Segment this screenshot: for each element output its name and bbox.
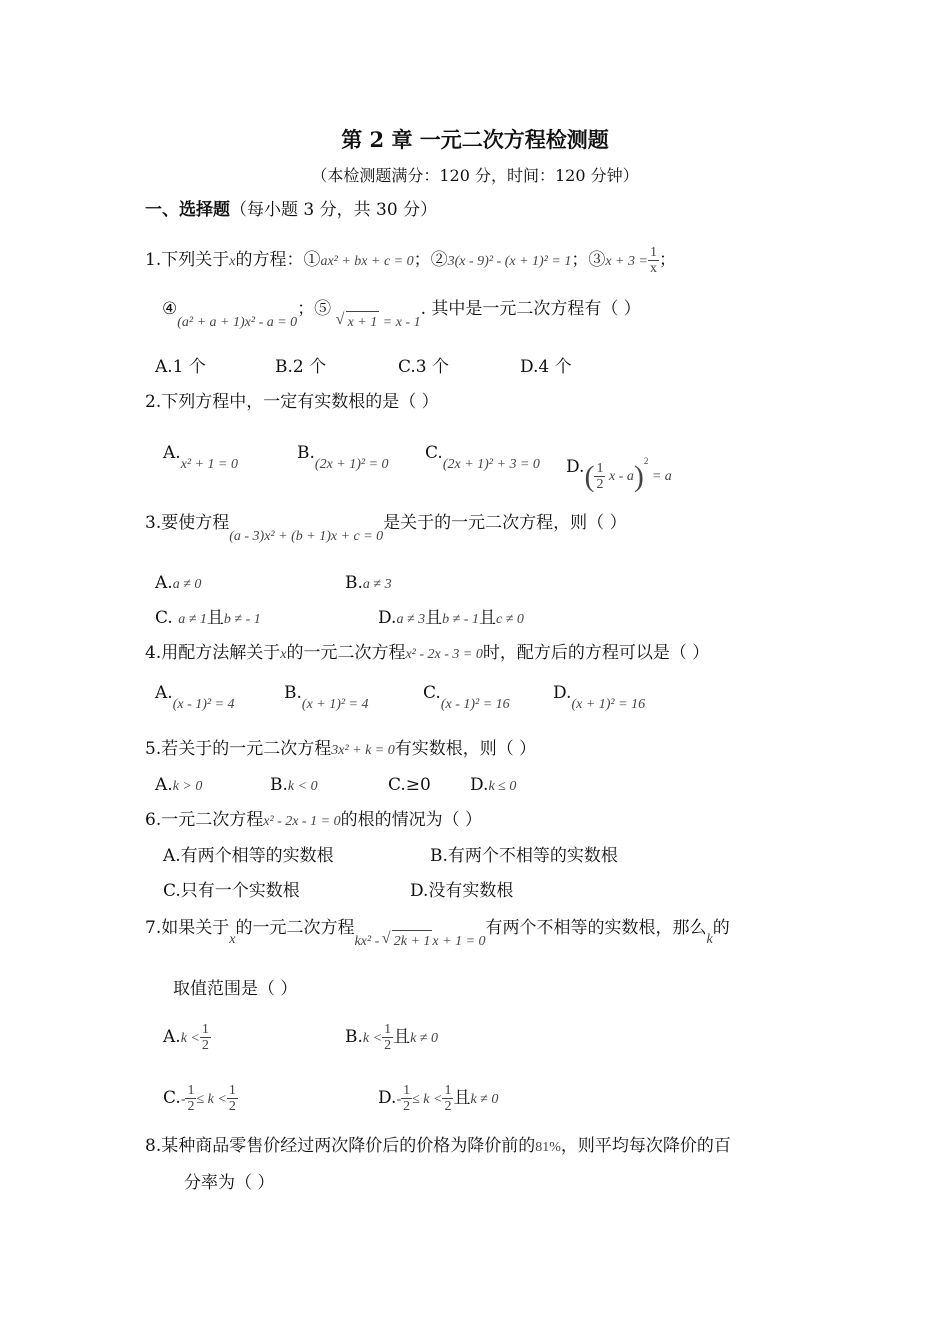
q6-option-b[interactable]: B.有两个不相等的实数根 (430, 846, 618, 866)
q4-mid: 的一元二次方程 (286, 643, 406, 663)
q7-c-num-1: 1 (187, 1083, 195, 1098)
q1-var: x (229, 254, 236, 269)
q3-option-c[interactable] (155, 607, 261, 631)
q3-b-eq: a ≠ 3 (362, 577, 392, 592)
question-4 (145, 642, 709, 666)
q2-d-rparen: ) (633, 459, 644, 493)
q1-option-c[interactable]: C.3 个 (398, 357, 450, 377)
q3-d-label: D. (378, 608, 397, 628)
q3-c-label: C. (155, 608, 173, 628)
q7-b-num: 1 (384, 1022, 392, 1037)
q2-b-eq: (2x + 1)² = 0 (314, 457, 389, 472)
q2-d-label: D. (566, 457, 585, 477)
q1-option-d[interactable]: D.4 个 (520, 357, 572, 377)
q1-option-a[interactable]: A.1 个 (155, 357, 206, 377)
q7-d-num-2: 1 (444, 1083, 452, 1098)
q7-d-den-2: 2 (444, 1099, 452, 1114)
q5-a-eq: k > 0 (172, 779, 203, 794)
q2-a-eq: x² + 1 = 0 (180, 457, 238, 472)
q8-percent: 81% (535, 1140, 561, 1155)
question-8-line-1 (145, 1135, 731, 1159)
q7-a-num: 1 (201, 1022, 209, 1037)
q3-d-eq3: c ≠ 0 (495, 612, 524, 627)
q1-eq3-fraction (648, 245, 659, 276)
q7-c-mid: ≤ k < (196, 1092, 227, 1107)
page-title: 第 2 章 一元二次方程检测题 (341, 127, 609, 152)
q2-option-c[interactable] (425, 442, 540, 472)
q3-option-d[interactable] (378, 607, 524, 631)
section-heading (145, 199, 437, 221)
q2-option-a[interactable] (163, 442, 238, 472)
q3-c-and: 且 (206, 608, 224, 628)
q7-option-c[interactable] (163, 1083, 238, 1114)
q7-var: x (229, 932, 236, 947)
q3-a-eq: a ≠ 0 (172, 577, 202, 592)
q7-c-fraction-1 (185, 1083, 196, 1114)
q4-b-eq: (x + 1)² = 4 (301, 697, 369, 712)
q5-tail: 有实数根，则（ ） (394, 739, 537, 759)
q6-lead: 6.一元二次方程 (145, 810, 264, 830)
q4-option-c[interactable] (423, 682, 510, 712)
q7-b-fraction (382, 1022, 393, 1053)
q1-option-b[interactable]: B.2 个 (275, 357, 327, 377)
q3-c-eq1: a ≠ 1 (178, 612, 207, 627)
q5-a-label: A. (155, 775, 173, 795)
q3-tail: 是关于的一元二次方程，则（ ） (383, 513, 627, 533)
q2-c-label: C. (425, 443, 443, 463)
q7-b-and: 且 (393, 1027, 411, 1047)
q2-b-label: B. (297, 443, 315, 463)
q7-b-rhs: k ≠ 0 (410, 1031, 438, 1046)
q4-option-b[interactable] (284, 682, 369, 712)
q4-d-label: D. (553, 683, 572, 703)
q5-option-a[interactable] (155, 774, 202, 798)
q7-var2: k (706, 932, 713, 947)
q7-option-d[interactable] (378, 1083, 498, 1114)
q2-d-inner: x - a (608, 469, 634, 484)
q2-c-eq: (2x + 1)² + 3 = 0 (442, 457, 540, 472)
q7-a-label: A. (163, 1027, 181, 1047)
q3-c-eq2: b ≠ - 1 (223, 612, 261, 627)
q2-option-d[interactable] (566, 442, 672, 493)
q1-sep2: ；② (413, 250, 448, 270)
q1-eq1: ax² + bx + c = 0 (320, 254, 414, 269)
q3-d-and1: 且 (425, 608, 443, 628)
q4-option-d[interactable] (553, 682, 646, 712)
q6-option-c[interactable]: C.只有一个实数根 (163, 881, 300, 901)
question-5 (145, 738, 536, 762)
q7-b-label: B. (345, 1027, 363, 1047)
q5-option-c[interactable]: C.≥0 (388, 775, 431, 795)
q3-a-label: A. (155, 573, 173, 593)
q2-d-num: 1 (596, 461, 604, 477)
q2-d-lparen: ( (584, 459, 595, 493)
q5-option-d[interactable] (470, 774, 516, 798)
q3-d-and2: 且 (478, 608, 496, 628)
q7-d-den-1: 2 (403, 1099, 411, 1114)
q7-c-fraction-2 (227, 1083, 238, 1114)
q1-eq5-radical: √ x + 1 (346, 311, 380, 334)
q7-a-den: 2 (201, 1038, 209, 1053)
q7-option-a[interactable] (163, 1022, 211, 1053)
q1-eq3-den: x (649, 261, 657, 276)
q7-d-label: D. (378, 1088, 397, 1108)
q1-eq3-left: x + 3 = (605, 254, 648, 269)
q8-tail: ，则平均每次降价的百 (560, 1136, 731, 1156)
question-6 (145, 809, 482, 833)
q4-lead: 4.用配方法解关于 (145, 643, 281, 663)
q6-eq: x² - 2x - 1 = 0 (263, 814, 341, 829)
q4-d-eq: (x + 1)² = 16 (571, 697, 646, 712)
q1-eq4: (a² + a + 1)x² - a = 0 (177, 315, 298, 330)
question-2: 2.下列方程中，一定有实数根的是（ ） (145, 392, 439, 412)
q7-b-lhs: k < (362, 1031, 383, 1046)
q7-d-num-1: 1 (403, 1083, 411, 1098)
q3-d-eq1: a ≠ 3 (396, 612, 426, 627)
q7-d-and: 且 (453, 1088, 471, 1108)
q4-eq: x² - 2x - 3 = 0 (405, 647, 483, 662)
q7-d-fraction-2 (442, 1083, 453, 1114)
q7-end: 的 (712, 918, 730, 938)
q5-option-b[interactable] (270, 774, 318, 798)
q1-eq5-rest: = x - 1 (382, 315, 421, 330)
question-3 (145, 512, 627, 544)
question-7-line-2: 取值范围是（ ） (173, 979, 298, 999)
q8-lead: 8.某种商品零售价经过两次降价后的价格为降价前的 (145, 1136, 536, 1156)
q7-d-minus: - (396, 1092, 402, 1107)
section-heading-note: （每小题 3 分，共 30 分） (230, 200, 438, 220)
q7-c-den-2: 2 (228, 1099, 236, 1114)
q4-option-a[interactable] (155, 682, 235, 712)
q5-b-eq: k < 0 (287, 779, 318, 794)
question-8-line-2: 分率为（ ） (184, 1173, 275, 1193)
q7-eq-b: x + 1 = 0 (432, 934, 486, 949)
q7-c-label: C. (163, 1088, 181, 1108)
question-1-line-2 (162, 298, 641, 330)
q4-tail: 时，配方后的方程可以是（ ） (482, 643, 710, 663)
q1-sep3: ；③ (571, 250, 606, 270)
q5-d-eq: k ≤ 0 (488, 779, 517, 794)
q5-b-label: B. (270, 775, 288, 795)
q2-d-exp: 2 (643, 456, 649, 466)
section-heading-label: 一、选择题 (145, 200, 230, 220)
q1-mid: 的方程：① (235, 250, 321, 270)
q7-tail: 有两个不相等的实数根，那么 (485, 918, 707, 938)
q3-b-label: B. (345, 573, 363, 593)
q4-var: x (280, 647, 287, 662)
q7-eq-radical: √ 2k + 1 (392, 930, 433, 953)
question-7-line-1 (145, 917, 730, 949)
q1-tail: . 其中是一元二次方程有（ ） (420, 299, 641, 319)
q5-d-label: D. (470, 775, 489, 795)
q7-mid: 的一元二次方程 (235, 918, 355, 938)
q6-option-d[interactable]: D.没有实数根 (410, 881, 514, 901)
q6-option-a[interactable]: A.有两个相等的实数根 (163, 846, 334, 866)
q7-eq-a: kx² - (354, 934, 380, 949)
q2-d-rest: = a (651, 469, 672, 484)
q1-sep5: ；⑤ (297, 299, 332, 319)
q7-option-b[interactable] (345, 1022, 438, 1053)
q2-a-label: A. (163, 443, 181, 463)
q3-d-eq2: b ≠ - 1 (442, 612, 479, 627)
q7-d-fraction-1 (401, 1083, 412, 1114)
q3-option-b[interactable] (345, 572, 392, 596)
q7-a-lhs: k < (180, 1031, 200, 1046)
q6-tail: 的根的情况为（ ） (340, 810, 483, 830)
q5-eq: 3x² + k = 0 (331, 743, 395, 758)
q2-d-fraction (594, 461, 605, 492)
q1-eq2: 3(x - 9)² - (x + 1)² = 1 (447, 254, 572, 269)
q7-b-den: 2 (384, 1038, 392, 1053)
q1-semi: ； (658, 250, 676, 270)
q1-eq3-num: 1 (649, 245, 657, 260)
q7-d-mid: ≤ k < (412, 1092, 443, 1107)
q4-a-label: A. (155, 683, 173, 703)
question-1-line-1 (145, 245, 676, 276)
q7-a-fraction (200, 1022, 211, 1053)
q7-lead: 7.如果关于 (145, 918, 230, 938)
q4-c-eq: (x - 1)² = 16 (440, 697, 510, 712)
q3-lead: 3.要使方程 (145, 513, 230, 533)
page-subtitle: （本检测题满分：120 分，时间：120 分钟） (311, 166, 639, 185)
q5-lead: 5.若关于的一元二次方程 (145, 739, 332, 759)
q1-line2-start: ④ (162, 299, 178, 319)
q3-option-a[interactable] (155, 572, 201, 596)
q1-lead: 1.下列关于 (145, 250, 230, 270)
q7-c-den-1: 2 (187, 1099, 195, 1114)
q2-option-b[interactable] (297, 442, 389, 472)
q4-b-label: B. (284, 683, 302, 703)
q7-c-num-2: 1 (228, 1083, 236, 1098)
q2-d-den: 2 (596, 477, 604, 493)
q4-a-eq: (x - 1)² = 4 (172, 697, 235, 712)
q7-c-minus: - (180, 1092, 186, 1107)
q3-eq: (a - 3)x² + (b + 1)x + c = 0 (229, 529, 384, 544)
q4-c-label: C. (423, 683, 441, 703)
q7-d-rhs: k ≠ 0 (470, 1092, 499, 1107)
